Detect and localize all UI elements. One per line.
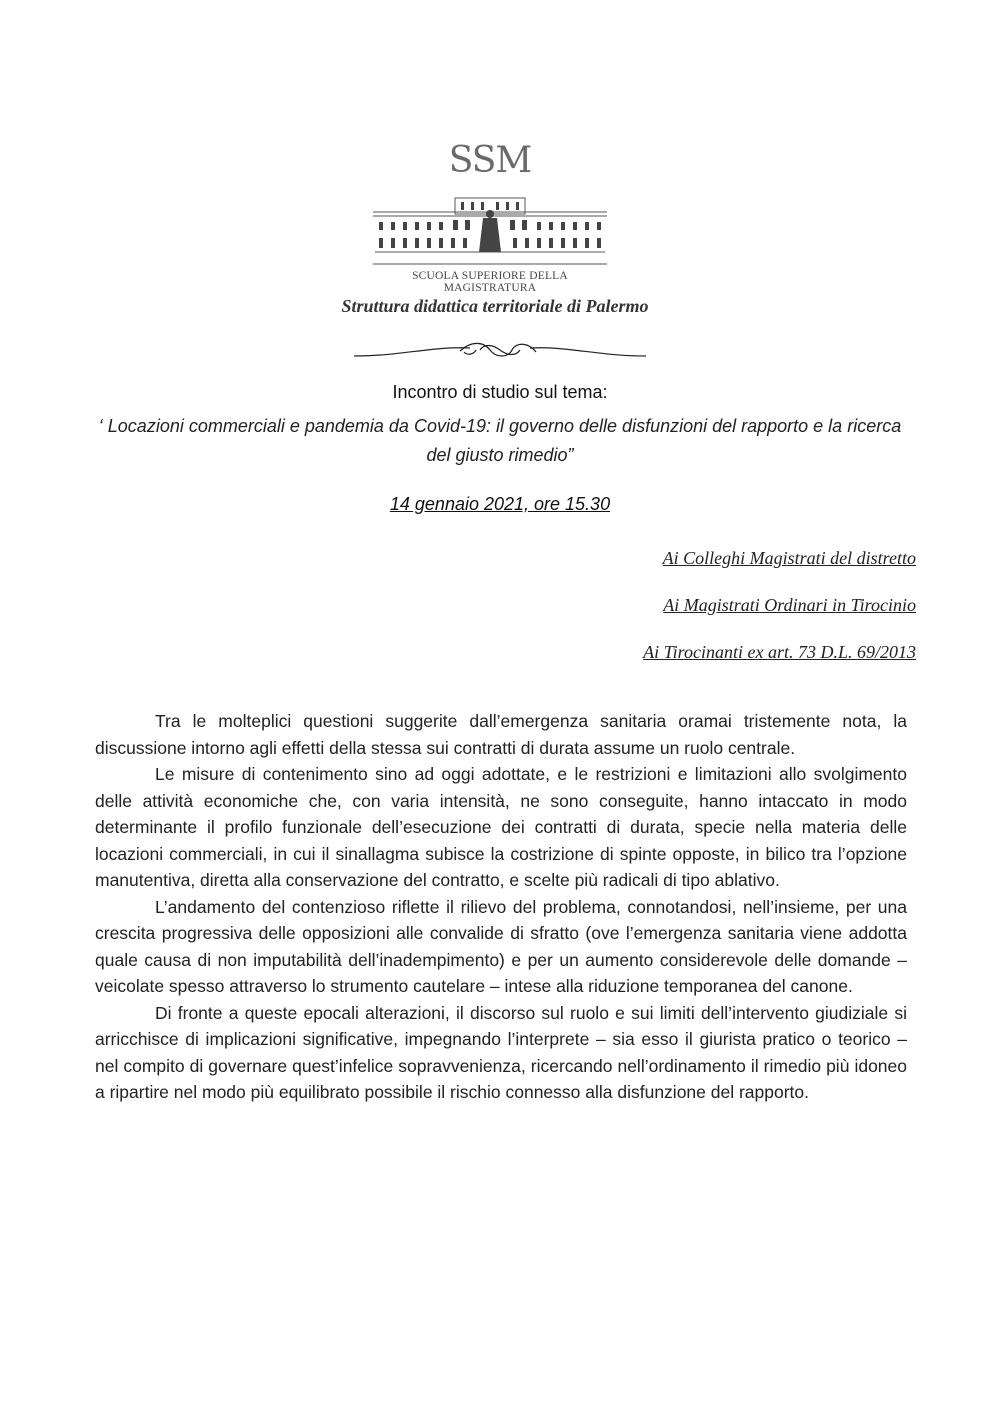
logo-brand: SSM — [448, 140, 532, 181]
recipient-line: Ai Colleghi Magistrati del distretto — [662, 548, 916, 568]
tema-title: ‘ Locazioni commerciali e pandemia da Covid-19: il governo delle disfunzioni del rapporto e la ricerca del giusto rimedio” — [98, 416, 902, 465]
recipient-line: Ai Magistrati Ordinari in Tirocinio — [663, 595, 916, 615]
logo-subtitle: SCUOLA SUPERIORE DELLA MAGISTRATURA — [412, 270, 568, 294]
ornament-divider-icon — [352, 338, 648, 364]
building-illustration-icon — [365, 192, 615, 272]
incontro-heading: Incontro di studio sul tema: — [392, 382, 608, 402]
paragraph: L’andamento del contenzioso riflette il rilievo del problema, connotandosi, nell’insieme, per una crescita progressiva delle opposizioni alle convalide di sfratto (ove l’emergenza sanitaria viene addotta quale causa di non imputabilità dell’inadempimento) e per un aumento considerevole delle domande – veicolate spesso attraverso lo strumento cautelare – intese alla riduzione temporanea del canone. — [95, 896, 907, 996]
struttura-title: Struttura didattica territoriale di Palermo — [341, 296, 649, 316]
recipient-line: Ai Tirocinanti ex art. 73 D.L. 69/2013 — [643, 642, 916, 662]
body-text — [95, 708, 907, 1106]
recipients-list — [416, 546, 916, 664]
paragraph: Tra le molteplici questioni suggerite dall’emergenza sanitaria oramai tristemente nota, la discussione intorno agli effetti della stessa sui contratti di durata assume un ruolo centrale. — [95, 711, 907, 758]
paragraph: Di fronte a queste epocali alterazioni, il discorso sul ruolo e sui limiti dell’intervento giudiziale si arricchisce di implicazioni significative, impegnando l’interprete – sia esso il giurista pratico o teorico – nel compito di governare quest’infelice sopravvenienza, ricercando nell’ordinamento il rimedio più idoneo a ripartire nel modo più equilibrato possibile il rischio connesso alla disfunzione del rapporto. — [95, 1002, 907, 1102]
paragraph: Le misure di contenimento sino ad oggi adottate, e le restrizioni e limitazioni allo svolgimento delle attività economiche che, con varia intensità, ne sono conseguite, hanno intaccato in modo determinante il profilo funzionale dell’esecuzione dei contratti di durata, specie nella materia delle locazioni commerciali, in cui il sinallagma subisce la costrizione di spinte opposte, in bilico tra l’opzione manutentiva, diretta alla conservazione del contratto, e scelte più radicali di tipo ablativo. — [95, 764, 907, 890]
event-date: 14 gennaio 2021, ore 15.30 — [389, 494, 611, 514]
ssm-logo — [365, 140, 615, 294]
